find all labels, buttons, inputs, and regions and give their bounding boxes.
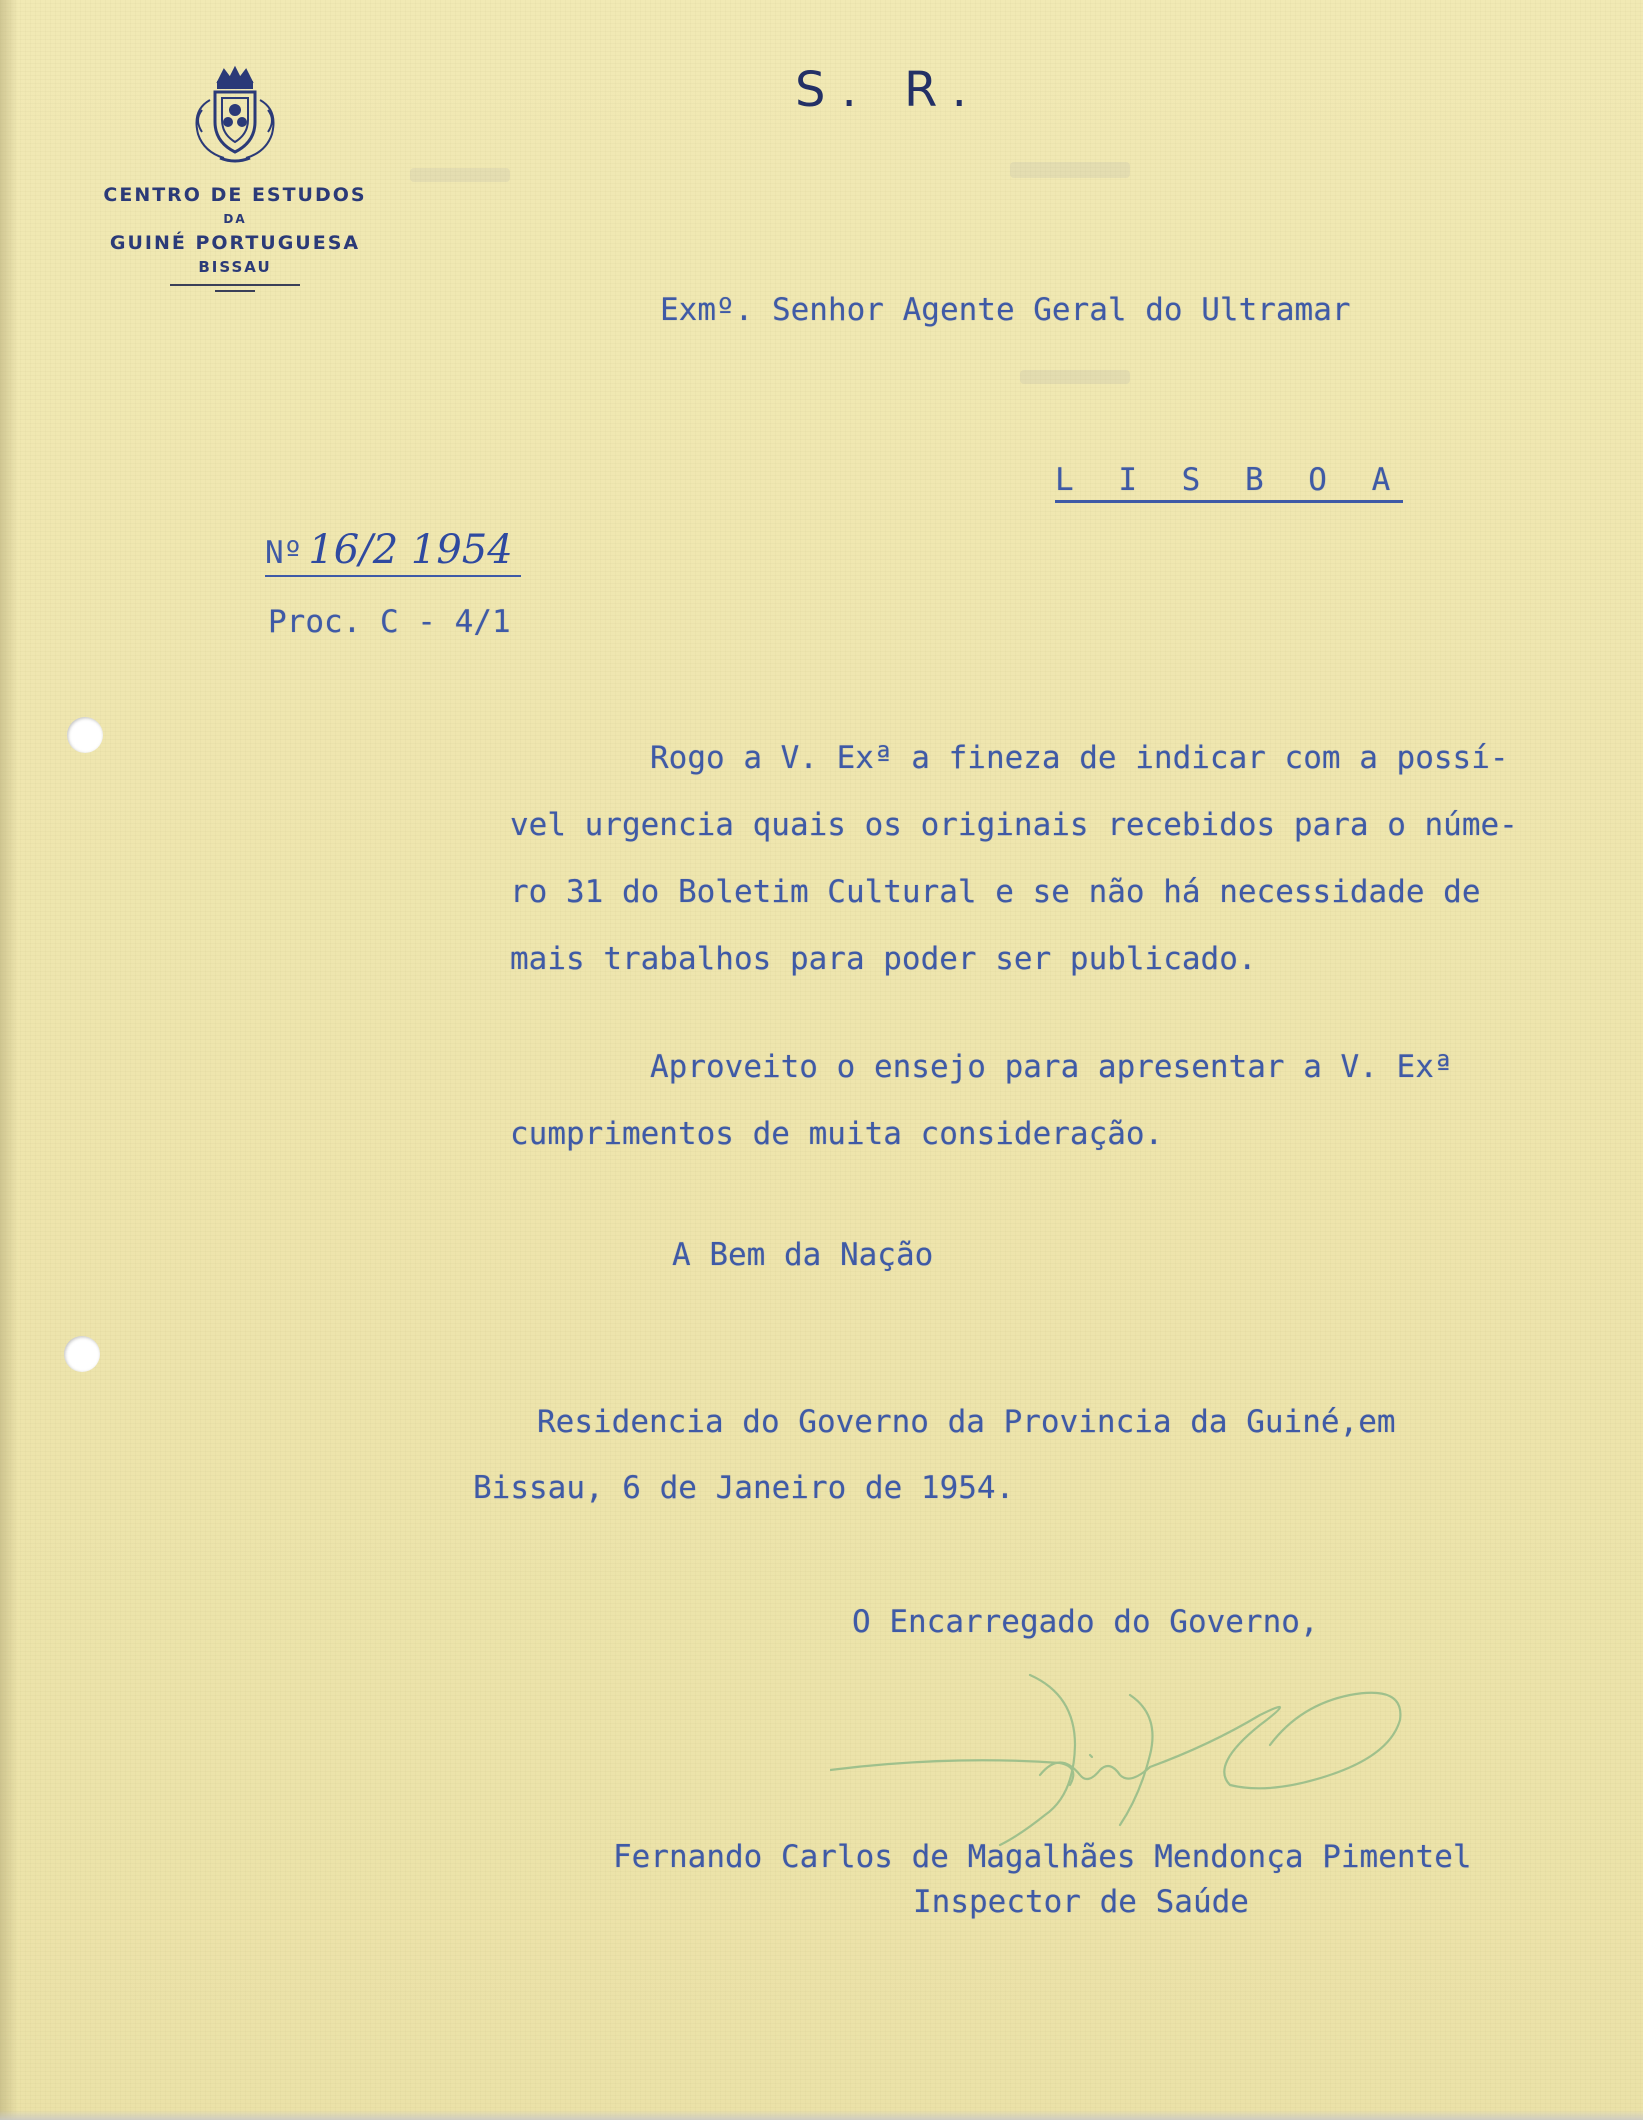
letterhead-line-1: CENTRO DE ESTUDOS <box>103 184 367 206</box>
letterhead-line-2: DA <box>223 212 247 226</box>
signoff-line: O Encarregado do Governo, <box>852 1604 1319 1640</box>
body-paragraph-2-line: cumprimentos de muita consideração. <box>510 1116 1164 1152</box>
date-line: Bissau, 6 de Janeiro de 1954. <box>473 1470 1015 1506</box>
faint-stamp-mark <box>1010 162 1130 178</box>
reference-number-handwritten: 16/2 1954 <box>308 527 513 573</box>
addressee-city-text: L I S B O A <box>1055 462 1403 503</box>
coat-of-arms-icon <box>180 60 290 170</box>
punch-hole-top <box>67 717 103 753</box>
letterhead-rule <box>170 284 300 286</box>
body-paragraph-1-line: vel urgencia quais os originais recebidos para o núme- <box>510 807 1518 843</box>
process-reference: Proc. C - 4/1 <box>268 604 511 640</box>
closing-salutation: A Bem da Nação <box>672 1237 934 1273</box>
addressee-city <box>1055 462 1403 498</box>
handwritten-signature <box>830 1655 1410 1855</box>
letterhead <box>70 60 400 286</box>
faint-stamp-mark <box>410 168 510 182</box>
body-paragraph-2-line: Aproveito o ensejo para apresentar a V. Exª <box>650 1049 1453 1085</box>
classification-mark: S. R. <box>795 62 983 118</box>
paper-edge-shadow <box>0 0 18 2120</box>
signatory-title: Inspector de Saúde <box>913 1884 1249 1920</box>
reference-number <box>265 527 521 577</box>
letterhead-line-3: GUINÉ PORTUGUESA <box>109 232 361 254</box>
body-paragraph-1-line: Rogo a V. Exª a fineza de indicar com a possí- <box>650 740 1509 776</box>
place-line: Residencia do Governo da Provincia da Guiné,em <box>537 1404 1396 1440</box>
letterhead-line-4: BISSAU <box>198 258 272 276</box>
punch-hole-bottom <box>64 1336 100 1372</box>
reference-number-prefix: Nº <box>265 535 303 571</box>
signatory-name: Fernando Carlos de Magalhães Mendonça Pimentel <box>613 1839 1472 1875</box>
letter-body <box>510 725 1560 1168</box>
paper-bottom-edge <box>0 2110 1643 2120</box>
addressee-line: Exmº. Senhor Agente Geral do Ultramar <box>660 292 1351 328</box>
faint-stamp-mark <box>1020 370 1130 384</box>
body-paragraph-1-line: ro 31 do Boletim Cultural e se não há necessidade de <box>510 874 1481 910</box>
body-paragraph-1-line: mais trabalhos para poder ser publicado. <box>510 941 1257 977</box>
